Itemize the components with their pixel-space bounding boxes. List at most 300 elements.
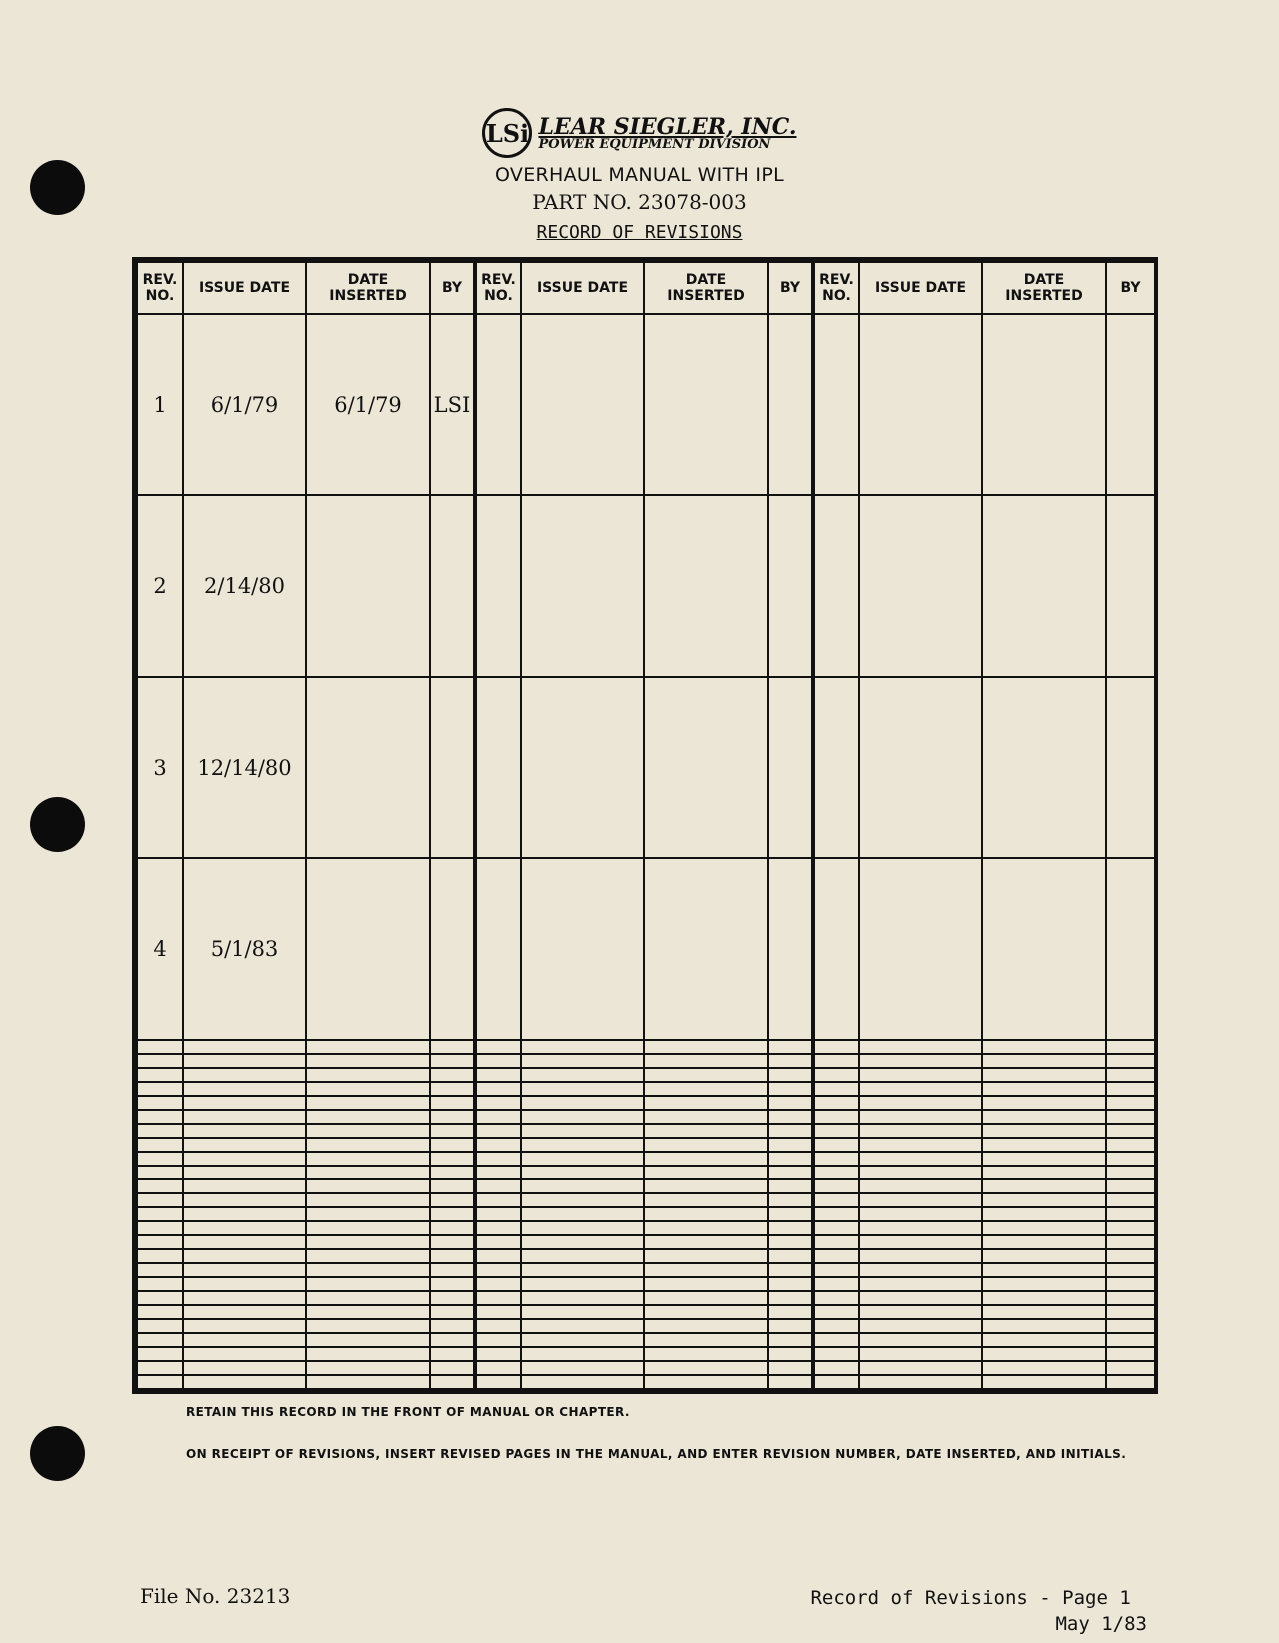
table-cell [813,1291,859,1305]
column-header: REV. NO. [137,262,183,314]
table-cell [813,1375,859,1389]
company-logo [482,108,796,158]
table-cell [475,1221,521,1235]
table-cell [137,1138,183,1152]
table-cell [521,1277,644,1291]
table-cell [183,1277,306,1291]
table-cell [430,1249,475,1263]
table-cell [183,1082,306,1096]
table-cell [183,1110,306,1124]
table-cell [521,858,644,1039]
table-cell [475,1361,521,1375]
table-row [137,1124,1155,1138]
table-cell [768,1347,813,1361]
table-cell [982,1347,1106,1361]
column-header: DATE INSERTED [982,262,1106,314]
table-cell [982,1277,1106,1291]
document-header [0,108,1279,243]
table-cell [859,1305,982,1319]
table-cell [306,1054,430,1068]
table-cell [475,1305,521,1319]
table-cell [183,1096,306,1110]
table-cell [644,1305,768,1319]
table-row [137,1277,1155,1291]
table-cell [1106,495,1155,676]
table-cell [521,1124,644,1138]
table-cell [183,1138,306,1152]
table-cell [859,1110,982,1124]
table-cell [137,1152,183,1166]
table-cell [1106,1375,1155,1389]
table-cell: 1 [137,314,183,495]
table-cell [768,1166,813,1180]
table-cell [1106,1207,1155,1221]
table-cell [768,1291,813,1305]
file-number: File No. 23213 [140,1584,291,1608]
table-cell [644,1277,768,1291]
table-cell [430,1193,475,1207]
table-cell [137,1305,183,1319]
table-cell [768,1040,813,1054]
table-cell [521,1207,644,1221]
table-cell [768,1221,813,1235]
table-cell [306,1207,430,1221]
table-cell [430,1110,475,1124]
table-cell [306,677,430,858]
table-cell [982,1291,1106,1305]
table-cell [306,1375,430,1389]
table-cell [813,1221,859,1235]
table-row [137,1179,1155,1193]
table-cell [183,1249,306,1263]
table-cell [137,1235,183,1249]
table-cell [768,1375,813,1389]
table-cell [982,1249,1106,1263]
table-cell [430,1277,475,1291]
table-cell [768,1263,813,1277]
revisions-table-frame [132,257,1158,1394]
table-row [137,1221,1155,1235]
table-cell [768,677,813,858]
table-cell [183,1040,306,1054]
table-cell [644,314,768,495]
table-cell [982,1375,1106,1389]
table-cell [644,1333,768,1347]
table-cell [521,1221,644,1235]
table-cell [768,1305,813,1319]
table-cell [644,1193,768,1207]
table-row [137,677,1155,858]
table-cell [475,858,521,1039]
table-cell [859,1138,982,1152]
table-cell [306,1291,430,1305]
table-row [137,1096,1155,1110]
table-cell [430,1207,475,1221]
table-cell: 2 [137,495,183,676]
table-cell [430,1082,475,1096]
table-cell [306,1249,430,1263]
table-row [137,1291,1155,1305]
table-cell [306,495,430,676]
table-cell [475,1193,521,1207]
table-cell [982,495,1106,676]
table-cell [813,1263,859,1277]
table-cell [430,1235,475,1249]
table-cell [768,1082,813,1096]
table-cell [475,1333,521,1347]
table-cell [982,858,1106,1039]
table-cell [768,1096,813,1110]
table-cell [430,1347,475,1361]
table-cell [306,1235,430,1249]
column-header: DATE INSERTED [306,262,430,314]
table-cell [183,1054,306,1068]
table-cell [859,1347,982,1361]
table-row [137,1333,1155,1347]
table-cell [813,1138,859,1152]
table-cell [813,1082,859,1096]
table-cell [813,1040,859,1054]
table-cell [430,1361,475,1375]
table-cell [813,1249,859,1263]
table-row [137,1263,1155,1277]
table-cell: 5/1/83 [183,858,306,1039]
table-cell [137,1375,183,1389]
table-cell [982,1166,1106,1180]
instructions [186,1405,1126,1489]
table-cell [475,1207,521,1221]
table-cell [982,1138,1106,1152]
table-cell [475,1277,521,1291]
table-cell [982,1333,1106,1347]
table-row [137,1110,1155,1124]
table-cell [475,1082,521,1096]
table-cell [982,1040,1106,1054]
table-cell [137,1221,183,1235]
table-cell [183,1319,306,1333]
table-cell [859,1193,982,1207]
table-cell [813,1277,859,1291]
table-cell [1106,1249,1155,1263]
table-cell [768,1361,813,1375]
table-cell [521,1193,644,1207]
table-cell [644,1263,768,1277]
table-cell [859,1124,982,1138]
table-row [137,1235,1155,1249]
table-cell [475,1291,521,1305]
table-cell [644,1221,768,1235]
table-cell: 3 [137,677,183,858]
table-cell [859,1319,982,1333]
table-cell [430,1319,475,1333]
table-cell [183,1179,306,1193]
division-name: POWER EQUIPMENT DIVISION [538,136,771,152]
table-row [137,1361,1155,1375]
table-cell: 2/14/80 [183,495,306,676]
table-cell [859,1263,982,1277]
table-cell [137,1277,183,1291]
table-row [137,1207,1155,1221]
table-cell [521,1375,644,1389]
table-cell [813,1179,859,1193]
punch-hole-middle [30,797,85,852]
table-cell [982,1263,1106,1277]
table-cell [859,1096,982,1110]
table-body [137,314,1155,1389]
table-cell [768,1249,813,1263]
punch-hole-bottom [30,1426,85,1481]
company-name: LEAR SIEGLER, INC. [538,113,797,140]
table-cell [521,1235,644,1249]
table-row [137,1319,1155,1333]
table-cell [137,1124,183,1138]
table-cell [306,1361,430,1375]
table-cell [430,1138,475,1152]
table-cell [859,1179,982,1193]
table-cell [982,1068,1106,1082]
table-cell [521,1361,644,1375]
table-cell [859,1361,982,1375]
table-cell [430,1166,475,1180]
table-row [137,1166,1155,1180]
table-cell [813,1054,859,1068]
table-cell [183,1347,306,1361]
table-cell [644,1166,768,1180]
table-row [137,1193,1155,1207]
table-cell [306,1179,430,1193]
table-cell [430,1375,475,1389]
table-cell [137,1040,183,1054]
column-header: DATE INSERTED [644,262,768,314]
table-cell [813,1166,859,1180]
column-header: BY [768,262,813,314]
table-cell [768,314,813,495]
table-cell [859,677,982,858]
table-cell [768,1319,813,1333]
table-cell [859,1277,982,1291]
table-cell [813,1333,859,1347]
table-cell [521,1305,644,1319]
table-cell [475,1249,521,1263]
table-cell [982,1096,1106,1110]
table-cell [306,1152,430,1166]
table-cell [644,1291,768,1305]
table-cell [768,858,813,1039]
table-cell [813,1096,859,1110]
table-cell [137,1179,183,1193]
table-cell [183,1305,306,1319]
table-cell [430,1124,475,1138]
table-cell [1106,1221,1155,1235]
table-cell [430,677,475,858]
table-cell [1106,1166,1155,1180]
table-cell [475,1235,521,1249]
table-cell [137,1347,183,1361]
table-cell [475,1263,521,1277]
table-cell [475,1096,521,1110]
table-header-row [137,262,1155,314]
table-cell [859,1291,982,1305]
table-cell [1106,1277,1155,1291]
instruction-retain: RETAIN THIS RECORD IN THE FRONT OF MANUAL OR CHAPTER. [186,1405,630,1419]
table-cell [982,677,1106,858]
table-cell [137,1193,183,1207]
table-cell [306,1333,430,1347]
table-cell [521,1179,644,1193]
table-cell [859,314,982,495]
table-cell [430,858,475,1039]
table-cell: 12/14/80 [183,677,306,858]
table-cell [644,1207,768,1221]
table-cell [859,1166,982,1180]
table-cell [768,1138,813,1152]
table-cell [306,1319,430,1333]
table-cell [183,1068,306,1082]
table-cell [137,1249,183,1263]
table-cell: LSI [430,314,475,495]
table-row [137,495,1155,676]
table-cell [475,1375,521,1389]
page-label: Record of Revisions - Page 1 [810,1587,1131,1609]
table-cell [859,1221,982,1235]
table-cell [1106,1305,1155,1319]
table-cell [768,1179,813,1193]
table-cell [521,1319,644,1333]
table-cell [137,1082,183,1096]
table-cell [521,1040,644,1054]
column-header: BY [430,262,475,314]
table-cell [982,1235,1106,1249]
table-cell [1106,1361,1155,1375]
table-cell [137,1361,183,1375]
table-cell [1106,1193,1155,1207]
table-cell [1106,1333,1155,1347]
table-cell [475,1040,521,1054]
table-cell [521,1082,644,1096]
table-cell [521,1110,644,1124]
table-cell [1106,1347,1155,1361]
table-cell [137,1207,183,1221]
column-header: ISSUE DATE [521,262,644,314]
table-row [137,1040,1155,1054]
table-cell [183,1263,306,1277]
table-cell [813,1110,859,1124]
table-cell [1106,314,1155,495]
table-cell [644,1068,768,1082]
manual-title: OVERHAUL MANUAL WITH IPL [495,164,784,186]
table-cell [768,1333,813,1347]
table-cell [475,1152,521,1166]
table-cell [183,1221,306,1235]
table-cell [1106,1235,1155,1249]
table-cell [521,1333,644,1347]
table-cell [644,1235,768,1249]
table-cell [475,314,521,495]
column-header: REV. NO. [475,262,521,314]
table-cell [768,1193,813,1207]
table-cell [982,1124,1106,1138]
table-cell [1106,1054,1155,1068]
table-cell [644,1361,768,1375]
table-cell [859,1040,982,1054]
table-cell [306,1068,430,1082]
table-cell [1106,858,1155,1039]
table-cell [859,1249,982,1263]
table-cell [1106,1110,1155,1124]
table-cell [521,1291,644,1305]
table-cell [183,1291,306,1305]
table-cell [521,314,644,495]
table-cell [475,1110,521,1124]
table-cell [813,1319,859,1333]
table-cell [430,1040,475,1054]
column-header: ISSUE DATE [183,262,306,314]
table-cell [813,858,859,1039]
table-cell [306,1347,430,1361]
table-cell [768,1124,813,1138]
table-cell [137,1263,183,1277]
table-cell [521,1347,644,1361]
table-cell [859,1235,982,1249]
table-cell [430,1068,475,1082]
table-cell [521,1054,644,1068]
table-cell [475,1179,521,1193]
table-row [137,1249,1155,1263]
table-cell [859,495,982,676]
table-cell [982,1221,1106,1235]
table-cell [1106,1124,1155,1138]
table-cell [430,1263,475,1277]
table-cell [768,1068,813,1082]
table-cell [1106,1096,1155,1110]
table-cell [137,1291,183,1305]
table-cell [1106,1082,1155,1096]
table-cell [644,1347,768,1361]
table-cell [306,858,430,1039]
table-cell [982,1054,1106,1068]
table-cell [644,1124,768,1138]
record-title: RECORD OF REVISIONS [536,222,743,243]
table-row [137,1082,1155,1096]
part-number: PART NO. 23078-003 [532,190,747,214]
table-cell [475,1068,521,1082]
table-cell [768,1277,813,1291]
table-cell [521,1249,644,1263]
table-cell: 4 [137,858,183,1039]
table-cell [183,1361,306,1375]
table-cell [1106,1179,1155,1193]
table-cell [859,1375,982,1389]
table-cell [768,1054,813,1068]
table-cell [430,1152,475,1166]
table-cell [644,677,768,858]
table-cell [982,1361,1106,1375]
table-cell [183,1333,306,1347]
table-cell [1106,1068,1155,1082]
table-cell [813,677,859,858]
table-cell [183,1166,306,1180]
table-cell [183,1207,306,1221]
revisions-table [136,261,1156,1390]
table-row [137,1068,1155,1082]
column-header: ISSUE DATE [859,262,982,314]
table-cell [982,1152,1106,1166]
table-cell [768,1110,813,1124]
table-cell [982,1305,1106,1319]
table-row [137,314,1155,495]
table-cell [306,1193,430,1207]
table-cell [475,1124,521,1138]
